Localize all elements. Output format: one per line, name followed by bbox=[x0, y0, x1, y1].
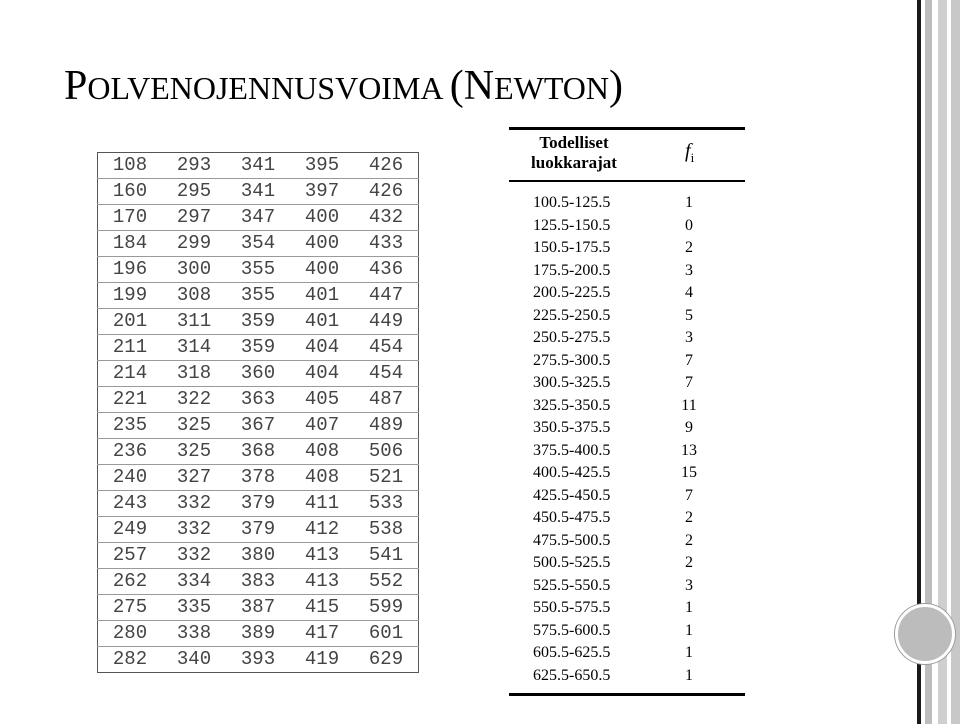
table-cell: 299 bbox=[162, 231, 226, 257]
table-cell: 393 bbox=[240, 648, 276, 670]
frequency-row bbox=[509, 192, 745, 215]
table-row bbox=[98, 257, 419, 283]
class-interval: 575.5-600.5 bbox=[533, 621, 611, 639]
table-cell: 408 bbox=[290, 439, 354, 465]
decor-circle bbox=[895, 604, 955, 664]
frequency-value: 7 bbox=[685, 351, 693, 369]
table-row bbox=[98, 621, 419, 647]
table-row bbox=[98, 283, 419, 309]
class-interval: 400.5-425.5 bbox=[533, 464, 611, 481]
table-cell: 235 bbox=[98, 413, 163, 439]
table-row bbox=[98, 153, 419, 179]
table-cell: 419 bbox=[304, 648, 340, 670]
frequency-row bbox=[509, 440, 745, 463]
class-interval: 225.5-250.5 bbox=[533, 306, 611, 324]
table-cell: 506 bbox=[354, 439, 419, 465]
table-cell: 379 bbox=[226, 517, 290, 543]
table-cell: 311 bbox=[162, 309, 226, 335]
frequency-row bbox=[509, 485, 745, 508]
table-cell: 257 bbox=[98, 543, 163, 569]
table-cell: 538 bbox=[354, 517, 419, 543]
title-segment: EWTON bbox=[494, 70, 610, 106]
table-cell: 426 bbox=[354, 153, 419, 179]
frequency-row bbox=[509, 462, 745, 485]
table-cell: 404 bbox=[290, 335, 354, 361]
table-cell: 214 bbox=[98, 361, 163, 387]
frequency-row bbox=[509, 372, 745, 395]
frequency-row bbox=[509, 575, 745, 598]
table-cell: 325 bbox=[162, 439, 226, 465]
table-row bbox=[98, 231, 419, 257]
frequency-value: 3 bbox=[685, 329, 693, 346]
table-cell: 280 bbox=[98, 621, 163, 647]
table-cell: 415 bbox=[290, 595, 354, 621]
frequency-value: 7 bbox=[685, 486, 693, 504]
table-cell: 400 bbox=[290, 231, 354, 257]
frequency-value: 3 bbox=[685, 576, 693, 594]
table-cell: 378 bbox=[226, 465, 290, 491]
table-cell: 249 bbox=[98, 517, 163, 543]
table-row bbox=[98, 569, 419, 595]
header-line: luokkarajat bbox=[531, 153, 617, 172]
frequency-row bbox=[509, 597, 745, 620]
table-cell: 401 bbox=[290, 309, 354, 335]
table-cell: 433 bbox=[354, 231, 419, 257]
frequency-value: 1 bbox=[685, 621, 693, 639]
frequency-value: 2 bbox=[685, 509, 693, 526]
class-interval: 475.5-500.5 bbox=[533, 531, 611, 549]
table-cell: 347 bbox=[226, 205, 290, 231]
table-cell: 449 bbox=[354, 309, 419, 335]
table-row bbox=[98, 647, 419, 673]
table-cell: 354 bbox=[226, 231, 290, 257]
table-row bbox=[98, 335, 419, 361]
table-row bbox=[98, 361, 419, 387]
frequency-row bbox=[509, 395, 745, 418]
frequency-value: 11 bbox=[681, 396, 697, 414]
frequency-row bbox=[509, 260, 745, 283]
frequency-value: 7 bbox=[685, 374, 693, 391]
table-cell: 332 bbox=[162, 517, 226, 543]
table-cell: 447 bbox=[354, 283, 419, 309]
table-cell: 199 bbox=[98, 283, 163, 309]
frequency-row bbox=[509, 327, 745, 350]
class-interval: 550.5-575.5 bbox=[533, 599, 611, 616]
frequency-value: 5 bbox=[685, 306, 693, 324]
table-row bbox=[98, 465, 419, 491]
frequency-value: 15 bbox=[681, 464, 697, 481]
table-cell: 318 bbox=[162, 361, 226, 387]
table-cell: 334 bbox=[162, 569, 226, 595]
table-cell: 408 bbox=[290, 465, 354, 491]
frequency-row bbox=[509, 665, 745, 688]
class-interval: 350.5-375.5 bbox=[533, 419, 611, 436]
table-cell: 360 bbox=[226, 361, 290, 387]
frequency-value: 1 bbox=[685, 666, 693, 684]
table-cell: 401 bbox=[290, 283, 354, 309]
table-cell: 395 bbox=[290, 153, 354, 179]
table-row bbox=[98, 309, 419, 335]
table-cell: 275 bbox=[98, 595, 163, 621]
table-row bbox=[98, 413, 419, 439]
table-cell: 383 bbox=[226, 569, 290, 595]
class-interval: 300.5-325.5 bbox=[533, 374, 611, 391]
table-cell: 489 bbox=[354, 413, 419, 439]
table-cell: 541 bbox=[354, 543, 419, 569]
frequency-table-body bbox=[509, 182, 745, 693]
frequency-value: 1 bbox=[685, 644, 693, 661]
table-cell: 335 bbox=[162, 595, 226, 621]
frequency-header bbox=[685, 140, 694, 166]
table-cell: 552 bbox=[354, 569, 419, 595]
frequency-value: 2 bbox=[685, 531, 693, 549]
table-cell: 170 bbox=[98, 205, 163, 231]
frequency-value: 1 bbox=[685, 599, 693, 616]
table-cell: 196 bbox=[98, 257, 163, 283]
class-interval: 605.5-625.5 bbox=[533, 644, 611, 661]
table-cell: 379 bbox=[226, 491, 290, 517]
table-cell: 221 bbox=[98, 387, 163, 413]
table-row bbox=[98, 595, 419, 621]
table-cell: 521 bbox=[354, 465, 419, 491]
table-cell: 412 bbox=[290, 517, 354, 543]
table-cell: 400 bbox=[290, 257, 354, 283]
frequency-row bbox=[509, 552, 745, 575]
table-cell: 404 bbox=[290, 361, 354, 387]
table-cell: 380 bbox=[226, 543, 290, 569]
frequency-value: 1 bbox=[685, 194, 693, 211]
table-cell: 407 bbox=[290, 413, 354, 439]
table-row bbox=[98, 179, 419, 205]
table-cell: 359 bbox=[226, 309, 290, 335]
table-cell: 332 bbox=[162, 491, 226, 517]
frequency-row bbox=[509, 282, 745, 305]
slide-title bbox=[64, 62, 623, 110]
table-cell: 282 bbox=[112, 648, 148, 670]
table-cell: 454 bbox=[354, 335, 419, 361]
table-cell: 599 bbox=[354, 595, 419, 621]
raw-data-table bbox=[97, 152, 419, 673]
table-cell: 389 bbox=[226, 621, 290, 647]
class-interval: 200.5-225.5 bbox=[533, 284, 611, 301]
table-cell: 341 bbox=[226, 153, 290, 179]
table-cell: 327 bbox=[162, 465, 226, 491]
table-cell: 293 bbox=[162, 153, 226, 179]
frequency-row bbox=[509, 507, 745, 530]
table-cell: 454 bbox=[354, 361, 419, 387]
table-cell: 340 bbox=[176, 648, 212, 670]
table-cell: 184 bbox=[98, 231, 163, 257]
frequency-row bbox=[509, 215, 745, 238]
table-cell: 405 bbox=[290, 387, 354, 413]
table-cell: 533 bbox=[354, 491, 419, 517]
class-interval: 275.5-300.5 bbox=[533, 351, 611, 369]
frequency-value: 0 bbox=[685, 216, 693, 234]
frequency-subscript: i bbox=[690, 150, 695, 165]
table-cell: 338 bbox=[162, 621, 226, 647]
decor-bar bbox=[951, 0, 960, 724]
table-cell: 426 bbox=[354, 179, 419, 205]
class-interval: 375.5-400.5 bbox=[533, 441, 611, 459]
class-interval: 500.5-525.5 bbox=[533, 554, 611, 571]
table-row bbox=[98, 491, 419, 517]
frequency-row bbox=[509, 530, 745, 553]
frequency-row bbox=[509, 350, 745, 373]
frequency-value: 9 bbox=[685, 419, 693, 436]
title-segment: (N bbox=[449, 63, 495, 109]
class-interval: 125.5-150.5 bbox=[533, 216, 611, 234]
table-cell: 363 bbox=[226, 387, 290, 413]
table-cell: 108 bbox=[98, 153, 163, 179]
table-cell: 417 bbox=[290, 621, 354, 647]
frequency-value: 4 bbox=[685, 284, 693, 301]
table-cell: 359 bbox=[226, 335, 290, 361]
table-cell: 243 bbox=[98, 491, 163, 517]
table-cell: 367 bbox=[226, 413, 290, 439]
frequency-row bbox=[509, 305, 745, 328]
table-cell: 487 bbox=[354, 387, 419, 413]
title-segment: ) bbox=[609, 63, 624, 109]
class-interval: 325.5-350.5 bbox=[533, 396, 611, 414]
table-cell: 629 bbox=[368, 648, 404, 670]
table-cell: 341 bbox=[226, 179, 290, 205]
table-cell: 262 bbox=[98, 569, 163, 595]
table-cell: 400 bbox=[290, 205, 354, 231]
table-cell: 368 bbox=[226, 439, 290, 465]
title-segment: P bbox=[64, 63, 88, 109]
table-row bbox=[98, 543, 419, 569]
table-cell: 236 bbox=[98, 439, 163, 465]
class-interval: 150.5-175.5 bbox=[533, 239, 611, 256]
table-cell: 160 bbox=[98, 179, 163, 205]
class-interval: 525.5-550.5 bbox=[533, 576, 611, 594]
table-cell: 314 bbox=[162, 335, 226, 361]
table-row bbox=[98, 205, 419, 231]
table-cell: 387 bbox=[226, 595, 290, 621]
table-row bbox=[98, 439, 419, 465]
frequency-row bbox=[509, 620, 745, 643]
title-segment: OLVENOJENNUSVOIMA bbox=[87, 70, 450, 106]
table-cell: 436 bbox=[354, 257, 419, 283]
table-cell: 411 bbox=[290, 491, 354, 517]
frequency-row bbox=[509, 237, 745, 260]
table-cell: 601 bbox=[354, 621, 419, 647]
table-row bbox=[98, 517, 419, 543]
table-cell: 297 bbox=[162, 205, 226, 231]
table-cell: 308 bbox=[162, 283, 226, 309]
table-cell: 322 bbox=[162, 387, 226, 413]
frequency-symbol: f bbox=[685, 140, 691, 162]
class-interval: 425.5-450.5 bbox=[533, 486, 611, 504]
class-interval: 450.5-475.5 bbox=[533, 509, 611, 526]
header-line: Todelliset bbox=[539, 133, 609, 152]
frequency-value: 2 bbox=[685, 554, 693, 571]
table-cell: 355 bbox=[226, 283, 290, 309]
frequency-value: 13 bbox=[681, 441, 697, 459]
frequency-value: 3 bbox=[685, 261, 693, 279]
table-cell: 240 bbox=[98, 465, 163, 491]
table-cell: 413 bbox=[290, 543, 354, 569]
class-interval: 250.5-275.5 bbox=[533, 329, 611, 346]
frequency-table bbox=[509, 127, 745, 696]
class-interval: 100.5-125.5 bbox=[533, 194, 611, 211]
frequency-table-header bbox=[509, 130, 745, 182]
class-interval: 625.5-650.5 bbox=[533, 666, 611, 684]
frequency-value: 2 bbox=[685, 239, 693, 256]
table-cell: 300 bbox=[162, 257, 226, 283]
class-interval: 175.5-200.5 bbox=[533, 261, 611, 279]
table-cell: 355 bbox=[226, 257, 290, 283]
table-cell: 413 bbox=[290, 569, 354, 595]
table-cell: 397 bbox=[290, 179, 354, 205]
frequency-row bbox=[509, 417, 745, 440]
frequency-row bbox=[509, 642, 745, 665]
table-cell: 211 bbox=[98, 335, 163, 361]
table-cell: 332 bbox=[162, 543, 226, 569]
table-cell: 325 bbox=[162, 413, 226, 439]
table-row bbox=[98, 387, 419, 413]
table-cell: 201 bbox=[98, 309, 163, 335]
class-limits-header bbox=[509, 133, 639, 173]
table-cell: 432 bbox=[354, 205, 419, 231]
table-cell: 295 bbox=[162, 179, 226, 205]
